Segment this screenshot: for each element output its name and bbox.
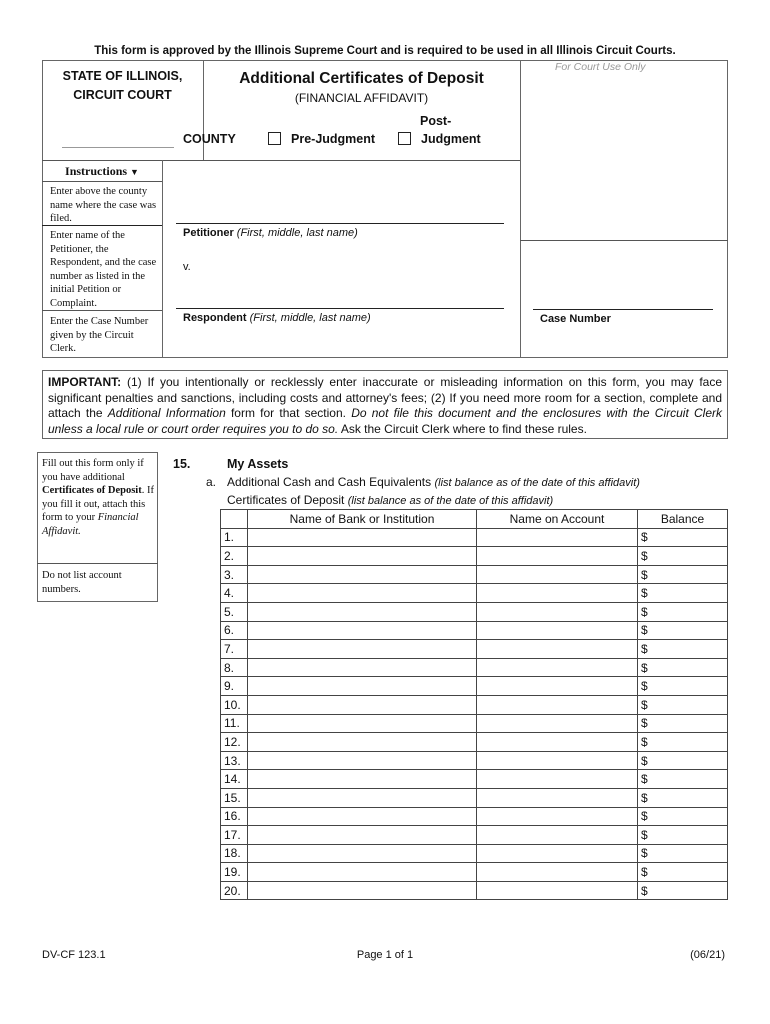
account-name-input[interactable] [477,602,638,621]
account-name-input[interactable] [477,640,638,659]
row-number: 16. [221,807,248,826]
account-name-input[interactable] [477,826,638,845]
bank-name-input[interactable] [248,528,477,547]
note-text: . If you fill it out, attach this form to your [42,485,154,523]
court-use-label: For Court Use Only [555,61,646,73]
pre-judgment-label: Pre-Judgment [291,132,376,146]
row-number: 15. [221,788,248,807]
form-subtitle: (FINANCIAL AFFIDAVIT) [294,91,429,105]
currency-symbol: $ [641,790,648,805]
account-name-input[interactable] [477,528,638,547]
table-row [221,714,728,733]
bank-name-input[interactable] [248,695,477,714]
post-judgment-label-top: Post- [420,114,452,128]
bank-name-input[interactable] [248,547,477,566]
col-header-bank: Name of Bank or Institution [248,510,477,529]
side-note-text [38,454,164,541]
divider [42,160,520,161]
side-note-account: Do not list account numbers. [42,570,122,595]
bank-name-input[interactable] [248,751,477,770]
subsection-text: Additional Cash and Cash Equivalents [227,475,435,489]
bank-name-input[interactable] [248,714,477,733]
instruction-county: Enter above the county name where the case was filed. [50,186,157,224]
petitioner-hint: (First, middle, last name) [236,227,358,239]
court-name [42,67,203,105]
petitioner-label [183,227,358,239]
row-number: 6. [221,621,248,640]
account-name-input[interactable] [477,770,638,789]
table-row [221,640,728,659]
important-text: Do not file this document and the enclosures with the Circuit Clerk unless a local rule or court order requires you to do so. [48,406,722,436]
currency-symbol: $ [641,641,648,656]
balance-input[interactable] [638,528,728,547]
account-name-input[interactable] [477,807,638,826]
account-name-input[interactable] [477,714,638,733]
currency-symbol: $ [641,567,648,582]
col-header-number [221,510,248,529]
respondent-hint: (First, middle, last name) [249,312,371,324]
balance-input[interactable] [638,826,728,845]
row-number: 8. [221,658,248,677]
col-header-balance: Balance [638,510,728,529]
subsection-letter: a. [206,475,217,489]
divider [520,240,728,241]
currency-symbol: $ [641,586,648,601]
account-name-input[interactable] [477,788,638,807]
bank-name-input[interactable] [248,565,477,584]
account-name-input[interactable] [477,863,638,882]
table-row [221,788,728,807]
important-text: (1) If you intentionally or recklessly enter inaccurate or misleading information on this form, you may face significant penalties and sanctions, including costs and attorney's fees; (2) If you need more room for a section, complete and attach the [48,375,722,420]
table-row [221,584,728,603]
checkbox[interactable] [398,132,411,145]
balance-input[interactable] [638,844,728,863]
bank-name-input[interactable] [248,584,477,603]
form-title: Additional Certificates of Deposit [239,70,484,87]
court-line1: STATE OF ILLINOIS, [62,69,183,83]
page-number: Page 1 of 1 [356,949,414,961]
balance-input[interactable] [638,565,728,584]
case-number-label: Case Number [540,313,611,325]
bank-name-input[interactable] [248,807,477,826]
table-row [221,658,728,677]
post-judgment-option[interactable] [398,132,481,146]
row-number: 7. [221,640,248,659]
instructions-header [42,164,162,179]
row-number: 17. [221,826,248,845]
bank-name-input[interactable] [248,602,477,621]
row-number: 9. [221,677,248,696]
table-row [221,733,728,752]
currency-symbol: $ [641,679,648,694]
row-number: 13. [221,751,248,770]
balance-input[interactable] [638,584,728,603]
currency-symbol: $ [641,716,648,731]
approval-notice: This form is approved by the Illinois Supreme Court and is required to be used in all Illinois Circuit Courts. [94,45,676,57]
table-row [221,677,728,696]
currency-symbol: $ [641,548,648,563]
section-title: My Assets [227,457,289,471]
account-name-input[interactable] [477,844,638,863]
bank-name-input[interactable] [248,733,477,752]
table-row [221,844,728,863]
row-number: 1. [221,528,248,547]
row-number: 3. [221,565,248,584]
balance-input[interactable] [638,863,728,882]
table-row [221,695,728,714]
divider [42,310,162,311]
balance-input[interactable] [638,733,728,752]
subsection-hint: (list balance as of the date of this affidavit) [434,477,640,489]
respondent-input[interactable] [176,308,504,309]
account-name-input[interactable] [477,751,638,770]
balance-input[interactable] [638,788,728,807]
checkbox[interactable] [268,132,281,145]
currency-symbol: $ [641,772,648,787]
currency-symbol: $ [641,883,648,898]
account-name-input[interactable] [477,584,638,603]
table-row [221,751,728,770]
row-number: 2. [221,547,248,566]
form-version: (06/21) [690,949,725,961]
note-text: Fill out this form only if you have additional [42,458,144,483]
versus-label: v. [183,261,191,273]
important-notice [42,370,728,439]
table-row [221,826,728,845]
account-name-input[interactable] [477,881,638,900]
account-name-input[interactable] [477,565,638,584]
table-title-hint: (list balance as of the date of this affidavit) [347,495,554,507]
row-number: 11. [221,714,248,733]
instructions-title: Instructions [65,164,128,178]
balance-input[interactable] [638,881,728,900]
section-number: 15. [173,457,191,471]
balance-input[interactable] [638,770,728,789]
balance-input[interactable] [638,602,728,621]
table-row [221,547,728,566]
instruction-case-number: Enter the Case Number given by the Circuit Clerk. [50,316,149,354]
divider [37,563,158,564]
table-row [221,602,728,621]
bank-name-input[interactable] [248,770,477,789]
row-number: 5. [221,602,248,621]
row-number: 12. [221,733,248,752]
instruction-parties: Enter name of the Petitioner, the Respondent, and the case number as listed in the initial Petition or Complaint. [50,230,157,309]
bank-name-input[interactable] [248,881,477,900]
account-name-input[interactable] [477,547,638,566]
important-text: Additional Information [107,406,226,420]
subsection-title [227,475,640,489]
row-number: 10. [221,695,248,714]
table-row [221,565,728,584]
table-title-text: Certificates of Deposit [227,493,348,507]
bank-name-input[interactable] [248,658,477,677]
balance-input[interactable] [638,677,728,696]
county-label: COUNTY [183,132,236,146]
divider [520,60,521,358]
bank-name-input[interactable] [248,844,477,863]
balance-input[interactable] [638,714,728,733]
petitioner-input[interactable] [176,223,504,224]
county-input[interactable] [62,147,174,148]
balance-input[interactable] [638,547,728,566]
petitioner-text: Petitioner [183,227,234,239]
currency-symbol: $ [641,623,648,638]
currency-symbol: $ [641,660,648,675]
balance-input[interactable] [638,621,728,640]
currency-symbol: $ [641,809,648,824]
balance-input[interactable] [638,807,728,826]
form-id: DV-CF 123.1 [42,949,106,961]
respondent-text: Respondent [183,312,247,324]
respondent-label [183,312,371,324]
note-text: Financial Affidavit. [42,512,139,537]
currency-symbol: $ [641,530,648,545]
bank-name-input[interactable] [248,621,477,640]
currency-symbol: $ [641,734,648,749]
currency-symbol: $ [641,865,648,880]
bank-name-input[interactable] [248,788,477,807]
certificates-table [220,509,728,900]
important-text: form for that section. [225,406,352,420]
row-number: 14. [221,770,248,789]
row-number: 20. [221,881,248,900]
table-title [227,493,553,507]
bank-name-input[interactable] [248,640,477,659]
row-number: 4. [221,584,248,603]
table-row [221,770,728,789]
balance-input[interactable] [638,695,728,714]
account-name-input[interactable] [477,733,638,752]
col-header-account-name: Name on Account [477,510,638,529]
table-row [221,528,728,547]
bank-name-input[interactable] [248,677,477,696]
currency-symbol: $ [641,827,648,842]
account-name-input[interactable] [477,621,638,640]
currency-symbol: $ [641,846,648,861]
bank-name-input[interactable] [248,826,477,845]
account-name-input[interactable] [477,677,638,696]
row-number: 19. [221,863,248,882]
note-text: Certificates of Deposit [42,485,142,496]
table-row [221,807,728,826]
court-line2: CIRCUIT COURT [73,88,172,102]
currency-symbol: $ [641,697,648,712]
table-row [221,881,728,900]
caret-down-icon: ▼ [130,167,139,177]
currency-symbol: $ [641,604,648,619]
account-name-input[interactable] [477,695,638,714]
post-judgment-label: Judgment [421,132,481,146]
bank-name-input[interactable] [248,863,477,882]
important-label: IMPORTANT: [48,375,122,389]
balance-input[interactable] [638,751,728,770]
balance-input[interactable] [638,658,728,677]
account-name-input[interactable] [477,658,638,677]
balance-input[interactable] [638,640,728,659]
currency-symbol: $ [641,753,648,768]
important-text: Ask the Circuit Clerk where to find these rules. [338,421,587,436]
pre-judgment-option[interactable] [268,132,375,146]
row-number: 18. [221,844,248,863]
table-row [221,621,728,640]
case-number-input[interactable] [533,309,713,310]
table-row [221,863,728,882]
